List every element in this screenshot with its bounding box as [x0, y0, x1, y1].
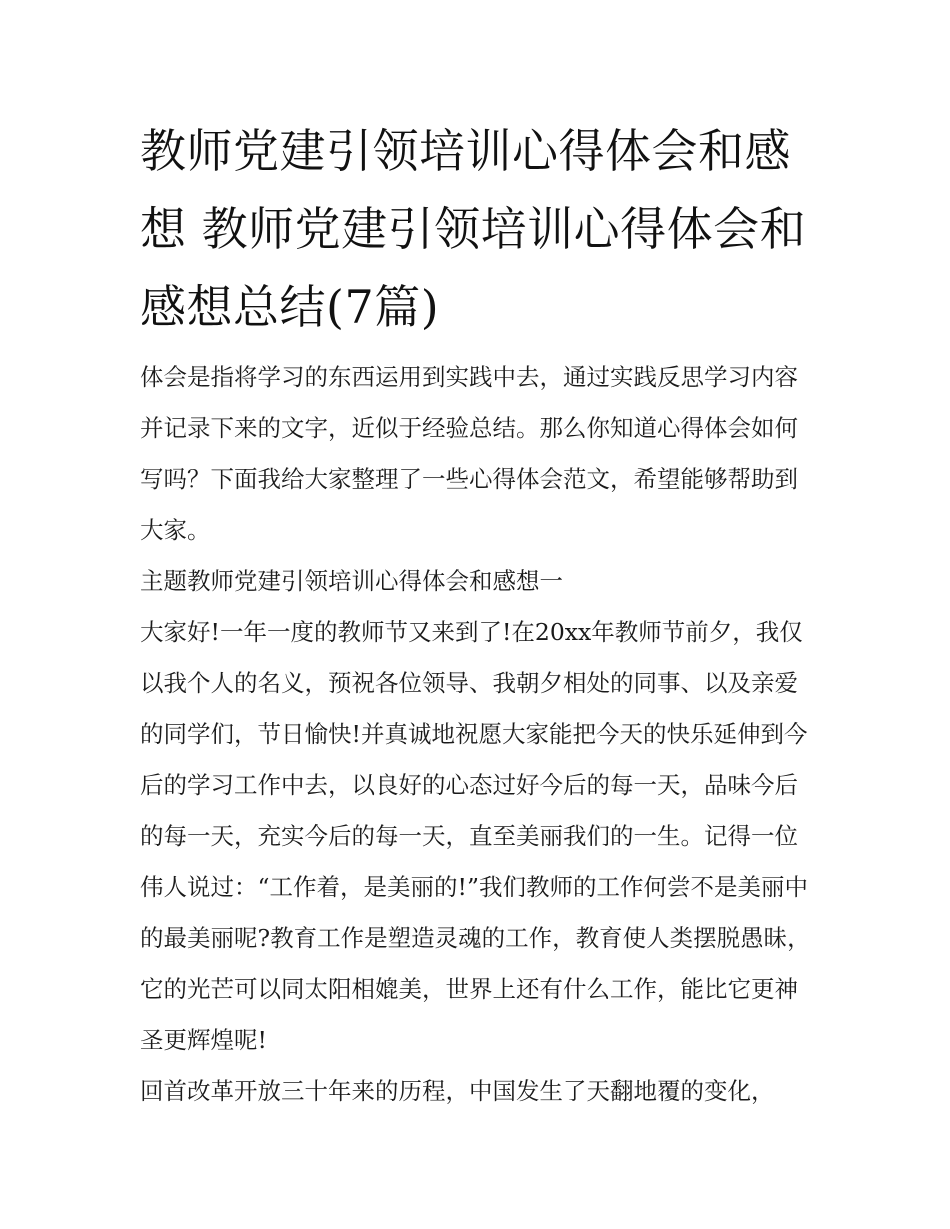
- body-paragraph-1: 大家好!一年一度的教师节又来到了!在20xx年教师节前夕，我仅以我个人的名义，预祝各位领导、我朝夕相处的同事、以及亲爱的同学们，节日愉快!并真诚地祝愿大家能把今天的快乐延伸到今后的学习工作中去，以良好的心态过好今后的每一天，品味今后的每一天，充实今后的每一天，直至美丽我们的一生。记得一位伟人说过：“工作着，是美丽的!”我们教师的工作何尝不是美丽中的最美丽呢?教育工作是塑造灵魂的工作，教育使人类摆脱愚昧，它的光芒可以同太阳相媲美，世界上还有什么工作，能比它更神圣更辉煌呢!: [140, 618, 811, 1054]
- body-paragraph-2: 回首改革开放三十年来的历程，中国发生了天翻地覆的变化，: [140, 1077, 775, 1105]
- section-heading: 主题教师党建引领培训心得体会和感想一: [140, 567, 563, 595]
- document-title: 教师党建引领培训心得体会和感想 教师党建引领培训心得体会和感想总结(7篇): [140, 124, 807, 334]
- intro-paragraph: 体会是指将学习的东西运用到实践中去，通过实践反思学习内容并记录下来的文字，近似于经验总结。那么你知道心得体会如何写吗？下面我给大家整理了一些心得体会范文，希望能够帮助到大家。: [140, 363, 798, 544]
- document-body: [140, 112, 820, 1117]
